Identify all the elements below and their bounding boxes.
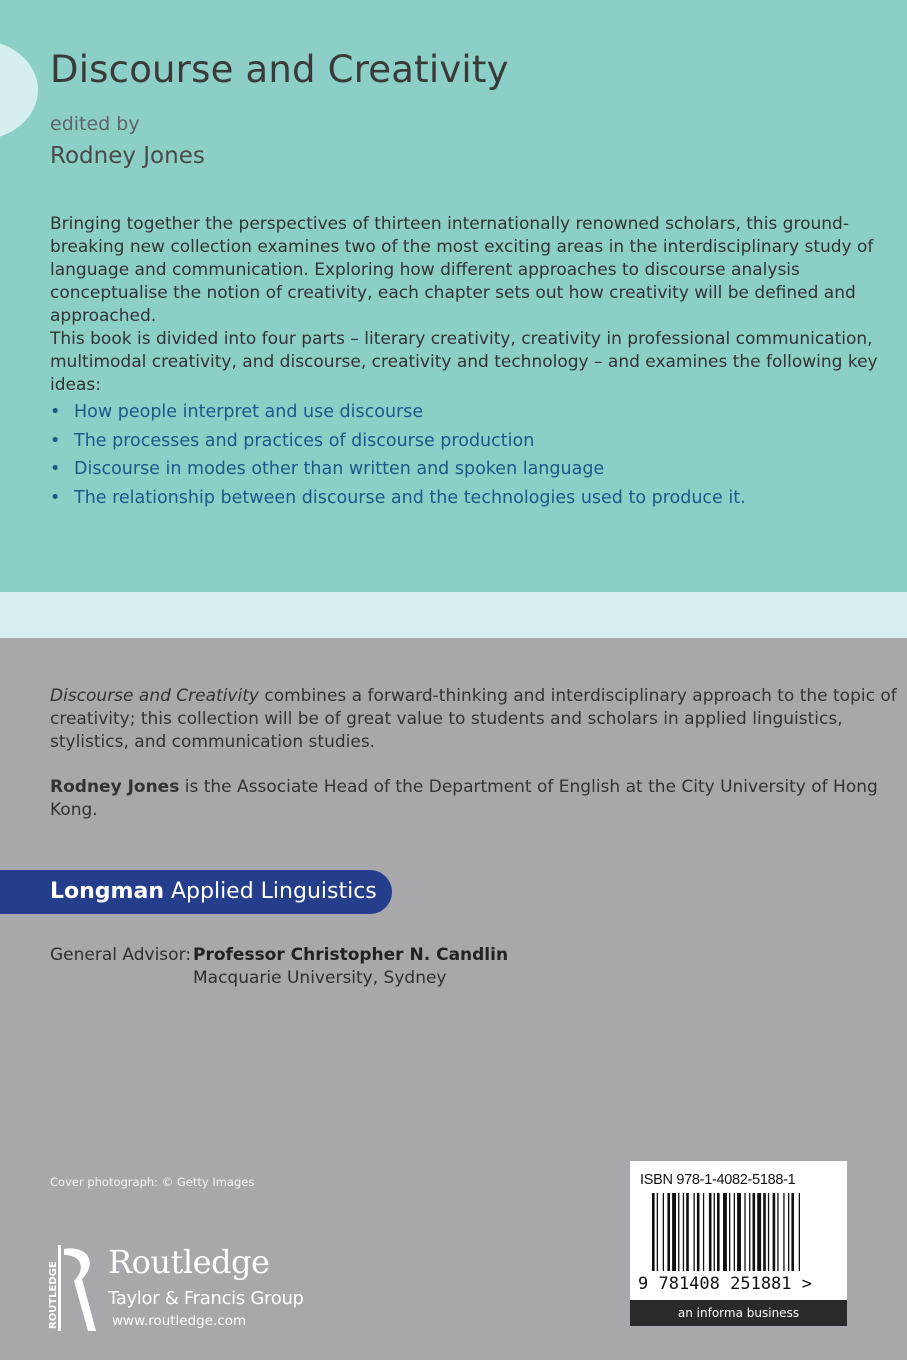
bullet-icon: • [50, 430, 61, 451]
barcode-bar [686, 1193, 689, 1271]
barcode-bar [788, 1193, 789, 1271]
barcode-bar [672, 1193, 676, 1271]
barcode-bar [729, 1193, 730, 1271]
list-item: • How people interpret and use discourse [50, 398, 900, 427]
publisher-name: Routledge [108, 1243, 270, 1281]
barcode-bar [737, 1193, 741, 1271]
barcode-bar [799, 1193, 800, 1271]
advisor-name: Professor Christopher N. Candlin [193, 945, 509, 965]
barcode-bar [697, 1193, 700, 1271]
barcode-bar [678, 1193, 679, 1271]
barcode-bar [753, 1193, 756, 1271]
barcode-bar [663, 1193, 664, 1271]
barcode-bar [768, 1193, 769, 1271]
cover-photo-credit: Cover photograph: © Getty Images [50, 1175, 255, 1189]
barcode-bar [791, 1193, 794, 1271]
decorative-circle [0, 40, 38, 140]
barcode-bar [773, 1193, 776, 1271]
barcode-bar [717, 1193, 720, 1271]
bullet-icon: • [50, 459, 61, 480]
isbn-text: ISBN 978-1-4082-5188-1 [640, 1172, 796, 1188]
barcode-bar [783, 1193, 784, 1271]
barcode-bar [723, 1193, 727, 1271]
barcode-bars [630, 1161, 847, 1300]
list-item: • Discourse in modes other than written and spoken language [50, 455, 900, 484]
barcode-bar [714, 1193, 715, 1271]
list-item: • The processes and practices of discourse production [50, 427, 900, 456]
key-ideas-list [50, 398, 900, 513]
barcode-bar [734, 1193, 735, 1271]
editor-name: Rodney Jones [50, 143, 205, 169]
bullet-icon: • [50, 402, 61, 422]
edited-by-label: edited by [50, 113, 140, 135]
advisor-affiliation: Macquarie University, Sydney [193, 968, 447, 988]
barcode-bar [709, 1193, 712, 1271]
barcode-bar [763, 1193, 766, 1271]
cover-top-panel [0, 0, 907, 592]
barcode-bar [657, 1193, 658, 1271]
publisher-group: Taylor & Francis Group [108, 1288, 304, 1309]
barcode-bar [667, 1193, 670, 1271]
barcode-bar [703, 1193, 704, 1271]
routledge-emblem-icon [48, 1243, 104, 1333]
list-item: • The relationship between discourse and the technologies used to produce it. [50, 484, 900, 513]
blurb-paragraph-1: Bringing together the perspectives of thirteen internationally renowned scholars, this ground-breaking new collection examines two of the most exciting areas in the interdisciplinary study of language and communication. Exploring how different approaches to discourse analysis conceptualise the notion of creativity, each chapter sets out how creativity will be defined and approached. [50, 214, 874, 326]
advisor-label: General Advisor: [50, 945, 191, 965]
barcode-bar [694, 1193, 695, 1271]
bullet-icon: • [50, 488, 61, 509]
barcode-digits: 9 781408 251881 > [638, 1274, 812, 1294]
series-name-rest: Applied Linguistics [163, 879, 377, 904]
barcode-bar [777, 1193, 778, 1271]
barcode-bar [749, 1193, 750, 1271]
barcode-bar [652, 1193, 655, 1271]
series-name-bold: Longman [50, 879, 164, 904]
barcode-bar [744, 1193, 745, 1271]
isbn-barcode [630, 1161, 847, 1326]
routledge-logo [48, 1243, 308, 1335]
informa-strip: an informa business [630, 1300, 847, 1326]
barcode-bar [683, 1193, 684, 1271]
divider-band [0, 592, 907, 638]
series-banner [0, 870, 392, 914]
summary-paragraph: Discourse and Creativity combines a forward-thinking and interdisciplinary approach to the topic of creativity; this collection will be of great value to students and scholars in applied linguistics, stylistics, and communication studies. [50, 686, 897, 752]
book-title: Discourse and Creativity [50, 48, 509, 91]
publisher-vertical-text: ROUTLEDGE [48, 1261, 59, 1329]
blurb-paragraph-2: This book is divided into four parts – literary creativity, creativity in professional communication, multimodal creativity, and discourse, creativity and technology – and examines the following key ideas: [50, 329, 878, 395]
publisher-url: www.routledge.com [112, 1313, 247, 1329]
author-bio: Rodney Jones is the Associate Head of the Department of English at the City University of Hong Kong. [50, 777, 878, 820]
barcode-bar [757, 1193, 761, 1271]
